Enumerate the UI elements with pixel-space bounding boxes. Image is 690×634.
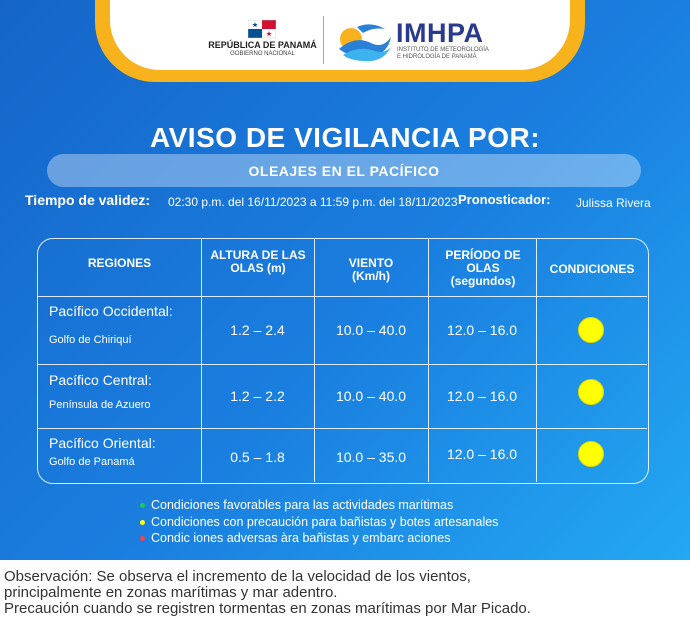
gobierno-label: GOBIERNO NACIONAL <box>230 51 295 57</box>
condition-dot <box>578 317 604 343</box>
legend-bullet-yellow <box>140 520 145 525</box>
observacion-note <box>4 569 688 617</box>
imhpa-subtitle-2: E HIDROLOGÍA DE PANAMÁ <box>397 54 477 60</box>
table-divider <box>38 364 647 365</box>
row-altura: 1.2 – 2.4 <box>230 322 285 338</box>
table-column-divider <box>314 239 315 482</box>
row-periodo: 12.0 – 16.0 <box>446 446 518 462</box>
observacion-line: Observación: Se observa el incremento de la velocidad de los vientos, <box>4 568 471 585</box>
imhpa-name: IMHPA <box>396 18 484 48</box>
header-periodo: PERÍODO DE OLAS (segundos) <box>445 248 521 288</box>
row-periodo: 12.0 – 16.0 <box>446 322 518 338</box>
pronosticador-label: Pronosticador: <box>458 192 551 207</box>
row-subregion: Golfo de Chiriquí <box>49 334 132 346</box>
observacion-line: Precaución cuando se registren tormentas en zonas marítimas por Mar Picado. <box>4 600 531 617</box>
row-viento: 10.0 – 40.0 <box>335 388 407 404</box>
row-subregion: Golfo de Panamá <box>49 456 135 468</box>
legend-bullet-green <box>140 503 145 508</box>
header-condiciones: CONDICIONES <box>549 262 635 276</box>
row-viento: 10.0 – 35.0 <box>335 449 407 465</box>
validez-label: Tiempo de validez: <box>25 192 150 208</box>
row-altura: 1.2 – 2.2 <box>230 388 285 404</box>
table-divider <box>38 296 647 297</box>
republica-label: REPÚBLICA DE PANAMÁ <box>208 40 317 50</box>
panama-flag-icon <box>248 20 276 38</box>
legend-bullet-red <box>140 536 145 541</box>
logo-divider <box>323 16 324 64</box>
row-region: Pacífico Oriental: <box>49 435 156 451</box>
header-regiones: REGIONES <box>87 256 152 270</box>
imhpa-logo-icon <box>337 19 393 63</box>
pronosticador-value: Julissa Rivera <box>576 196 651 210</box>
row-viento: 10.0 – 40.0 <box>335 322 407 338</box>
condition-dot <box>578 441 604 467</box>
header-viento: VIENTO (Km/h) <box>348 256 394 283</box>
legend-item: Condic iones adversas àra bañistas y embarc aciones <box>140 531 450 545</box>
row-region: Pacífico Occidental: <box>49 303 173 319</box>
condition-dot <box>578 379 604 405</box>
row-altura: 0.5 – 1.8 <box>230 449 285 465</box>
header-altura: ALTURA DE LAS OLAS (m) <box>210 248 306 275</box>
page-title: AVISO DE VIGILANCIA POR: <box>149 122 541 153</box>
subtitle: OLEAJES EN EL PACÍFICO <box>248 163 440 179</box>
legend-item: Condiciones favorables para las actividades marítimas <box>140 498 453 512</box>
row-region: Pacífico Central: <box>49 372 152 388</box>
observacion-line: principalmente en zonas marítimas y mar adentro. <box>4 584 338 601</box>
validez-value: 02:30 p.m. del 16/11/2023 a 11:59 p.m. del 18/11/2023 <box>168 195 458 209</box>
legend-item: Condiciones con precaución para bañistas y botes artesanales <box>140 515 498 529</box>
row-subregion: Península de Azuero <box>49 399 151 411</box>
imhpa-subtitle-1: INSTITUTO DE METEOROLOGÍA <box>397 47 489 53</box>
row-periodo: 12.0 – 16.0 <box>446 388 518 404</box>
table-column-divider <box>201 239 202 482</box>
table-divider <box>38 428 647 429</box>
